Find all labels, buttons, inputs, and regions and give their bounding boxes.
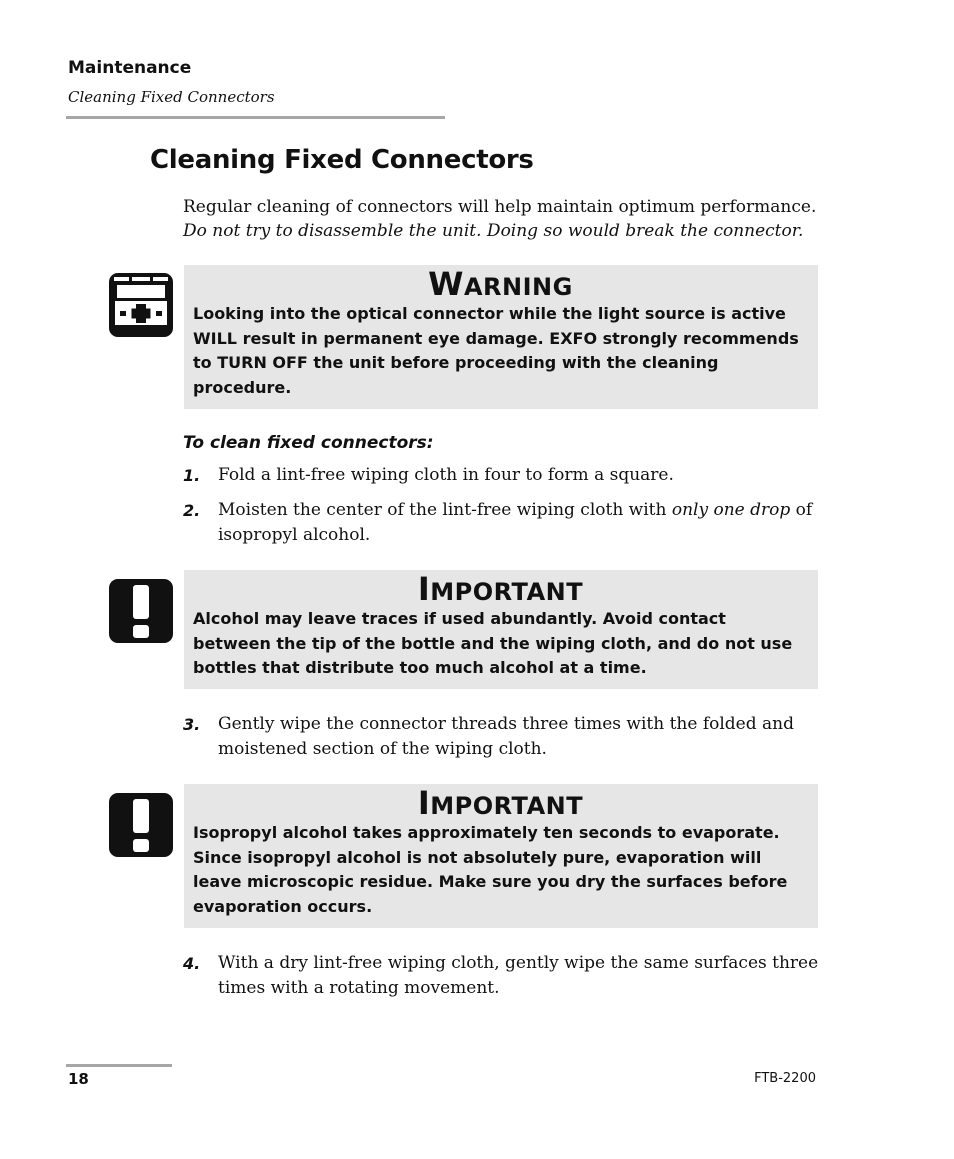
step-text: Gently wipe the connector threads three times with the folded and moistened section of the wiping cloth. <box>218 714 794 759</box>
list-item <box>183 951 823 1001</box>
header-rule <box>66 116 445 119</box>
warning-text: Looking into the optical connector while the light source is active WILL result in permanent eye damage. EXFO strongly recommends to TURN OFF the unit before proceeding with the cleaning procedure. <box>193 304 799 397</box>
step-text: Fold a lint-free wiping cloth in four to form a square. <box>218 465 674 485</box>
warning-title: WARNING <box>428 265 573 303</box>
important-title: IMPORTANT <box>417 570 584 608</box>
step-number: 2. <box>183 501 201 520</box>
intro-text: Regular cleaning of connectors will help maintain optimum performance. <box>183 197 817 217</box>
important-box <box>184 570 818 689</box>
warning-box <box>184 265 818 409</box>
exclamation-icon <box>107 791 175 859</box>
running-header-section: Maintenance <box>68 58 192 78</box>
important-text: Alcohol may leave traces if used abundantly. Avoid contact between the tip of the bottle and the wiping cloth, and do not use bottles that distribute too much alcohol at a time. <box>193 609 793 677</box>
step-text: With a dry lint-free wiping cloth, gently wipe the same surfaces three times with a rotating movement. <box>218 953 819 998</box>
important-box <box>184 784 818 928</box>
page-number: 18 <box>68 1070 89 1088</box>
emphasis: only one drop <box>671 500 791 520</box>
ambulance-icon <box>107 271 175 339</box>
list-item <box>183 463 823 488</box>
step-number: 3. <box>183 715 201 734</box>
footer-rule <box>66 1064 172 1067</box>
important-text: Isopropyl alcohol takes approximately ten seconds to evaporate. Since isopropyl alcohol is not absolutely pure, evaporation will leave microscopic residue. Make sure you dry the surfaces before evaporation occurs. <box>193 823 788 916</box>
list-item <box>183 712 823 762</box>
step-number: 4. <box>183 954 201 973</box>
list-item <box>183 498 823 548</box>
page-title: Cleaning Fixed Connectors <box>150 145 534 175</box>
document-id: FTB-2200 <box>754 1071 816 1086</box>
important-title: IMPORTANT <box>417 784 584 822</box>
procedure-title: To clean fixed connectors: <box>183 433 434 453</box>
exclamation-icon <box>107 577 175 645</box>
step-number: 1. <box>183 466 201 485</box>
intro-caution: Do not try to disassemble the unit. Doing so would break the connector. <box>183 221 804 241</box>
running-header-subsection: Cleaning Fixed Connectors <box>68 88 275 106</box>
step-text: Moisten the center of the lint-free wiping cloth with only one drop of isopropyl alcohol. <box>218 500 813 545</box>
